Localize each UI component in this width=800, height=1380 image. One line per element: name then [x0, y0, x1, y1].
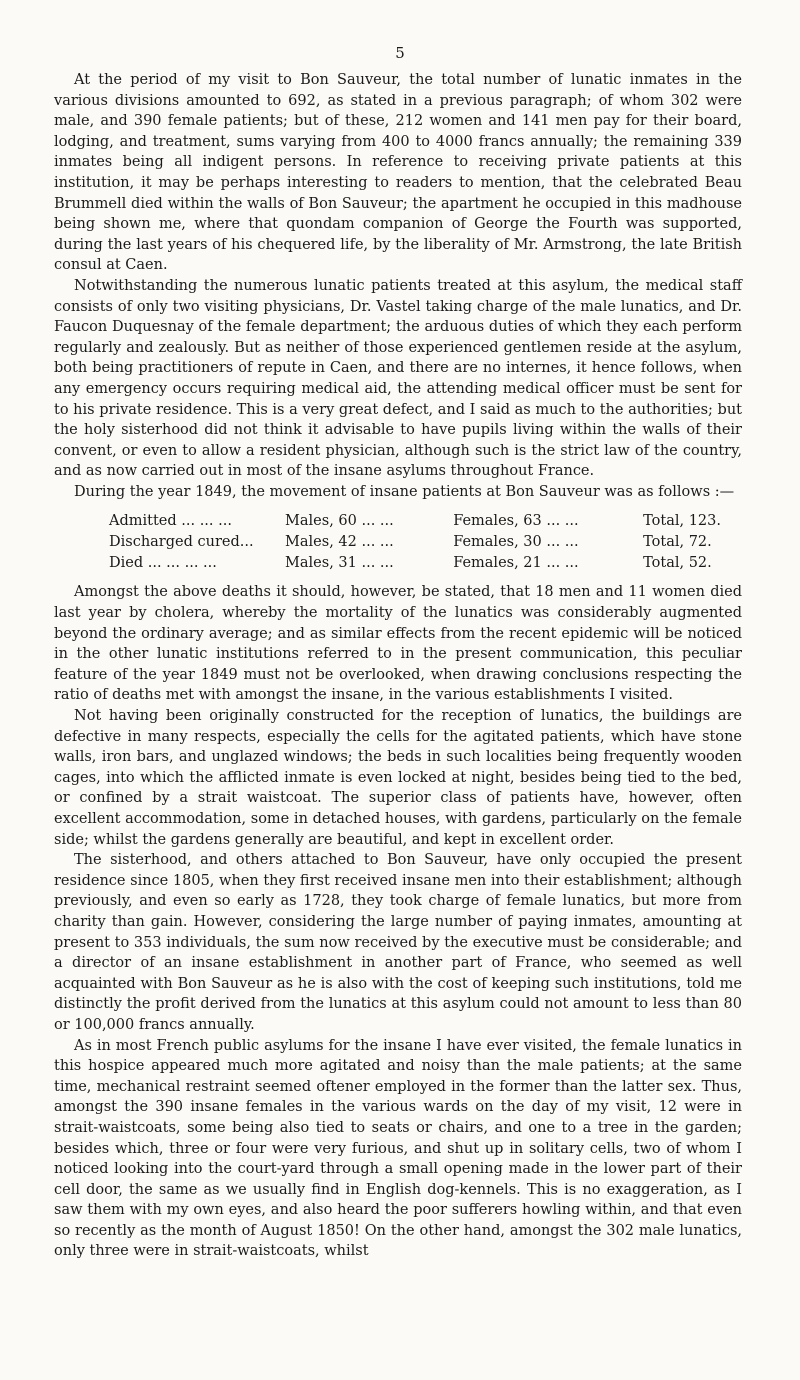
males-cell: Males, 31 ... ...: [285, 555, 394, 572]
females-cell: Females, 30 ... ...: [453, 534, 579, 551]
females-cell: Females, 21 ... ...: [453, 555, 579, 572]
table-row-admitted: [109, 511, 742, 532]
paragraph-patient-numbers: At the period of my visit to Bon Sauveur, the total number of lunatic inmates in the various divisions amounted to 692, as stated in a previous paragraph; of whom 302 were male, and 390 female patients; but of these, 212 women and 141 men pay for their board, lodging, and treatment, sums varying from 400 to 4000 francs annually; the remaining 339 inmates being all indigent persons. In reference to receiving private patients at this institution, it may be perhaps interesting to readers to mention, that the celebrated Beau Brummell died within the walls of Bon Sauveur; the apartment he occupied in this madhouse being shown me, where that quondam companion of George the Fourth was supported, during the last years of his chequered life, by the liberality of Mr. Armstrong, the late British consul at Caen.: [54, 72, 742, 274]
total-cell: Total, 72.: [643, 534, 712, 551]
paragraph-buildings: Not having been originally constructed for the reception of lunatics, the buildings are defective in many respects, especially the cells for the agitated patients, which have stone walls, iron bars, and unglazed windows; the beds in such localities being frequently wooden cages, into which the afflicted inmate is even locked at night, besides being tied to the bed, or confined by a strait waistcoat. The superior class of patients have, however, often excellent accommodation, some in detached houses, with gardens, particularly on the female side; whilst the gardens generally are beautiful, and kept in excellent order.: [54, 708, 742, 848]
paragraph-movement-intro: During the year 1849, the movement of insane patients at Bon Sauveur was as follows :—: [74, 483, 735, 500]
table-row-died: [109, 553, 742, 574]
row-label: Discharged cured...: [109, 534, 254, 551]
movement-table: [109, 511, 742, 574]
females-cell: Females, 63 ... ...: [453, 513, 579, 530]
paragraph-restraint: As in most French public asylums for the insane I have ever visited, the female lunatics in this hospice appeared much more agitated and noisy than the male patients; at the same time, mechanical restraint seemed oftener employed in the former than the latter sex. Thus, amongst the 390 insane females in the various wards on the day of my visit, 12 were in strait-waistcoats, some being also tied to seats or chairs, and one to a tree in the garden; besides which, three or four were very furious, and shut up in solitary cells, two of whom I noticed looking into the court-yard through a small opening made in the lower part of their cell door, the same as we usually find in English dog-kennels. This is no exaggeration, as I saw them with my own eyes, and also heard the poor sufferers howling within, and that even so recently as the month of August 1850! On the other hand, amongst the 302 male lunatics, only three were in strait-waistcoats, whilst: [54, 1037, 742, 1260]
table-row-discharged: [109, 532, 742, 553]
paragraph-cholera-deaths: Amongst the above deaths it should, however, be stated, that 18 men and 11 women died last year by cholera, whereby the mortality of the lunatics was considerably augmented beyond the ordinary average; and as similar effects from the recent epidemic will be noticed in the other lunatic institutions referred to in the present communication, this peculiar feature of the year 1849 must not be overlooked, when drawing conclusions respecting the ratio of deaths met with amongst the insane, in the various establishments I visited.: [54, 584, 742, 704]
paragraph-medical-staff: Notwithstanding the numerous lunatic patients treated at this asylum, the medical staff consists of only two visiting physicians, Dr. Vastel taking charge of the male lunatics, and Dr. Faucon Duquesnay of the female department; the arduous duties of which they each perform regularly and zealously. But as neither of those experienced gentlemen reside at the asylum, both being practitioners of repute in Caen, and there are no internes, it hence follows, when any emergency occurs requiring medical aid, the attending medical officer must be sent for to his private residence. This is a very great defect, and I said as much to the authorities; but the holy sisterhood did not think it advisable to have pupils living within the walls of their convent, or even to allow a resident physician, although such is the strict law of the country, and as now carried out in most of the insane asylums throughout France.: [54, 277, 742, 480]
total-cell: Total, 52.: [643, 555, 712, 572]
row-label: Died ... ... ... ...: [109, 555, 217, 572]
row-label: Admitted ... ... ...: [109, 513, 232, 530]
page-number: 5: [395, 44, 405, 62]
paragraph-sisterhood: The sisterhood, and others attached to Bon Sauveur, have only occupied the present residence since 1805, when they first received insane men into their establishment; although previously, and even so early as 1728, they took charge of female lunatics, but more from charity than gain. However, considering the large number of paying inmates, amounting at present to 353 individuals, the sum now received by the executive must be considerable; and a director of an insane establishment in another part of France, who seemed as well acquainted with Bon Sauveur as he is also with the cost of keeping such institutions, told me distinctly the profit derived from the lunatics at this asylum could not amount to less than 80 or 100,000 francs annually.: [54, 852, 742, 1033]
total-cell: Total, 123.: [643, 513, 721, 530]
males-cell: Males, 42 ... ...: [285, 534, 394, 551]
males-cell: Males, 60 ... ...: [285, 513, 394, 530]
